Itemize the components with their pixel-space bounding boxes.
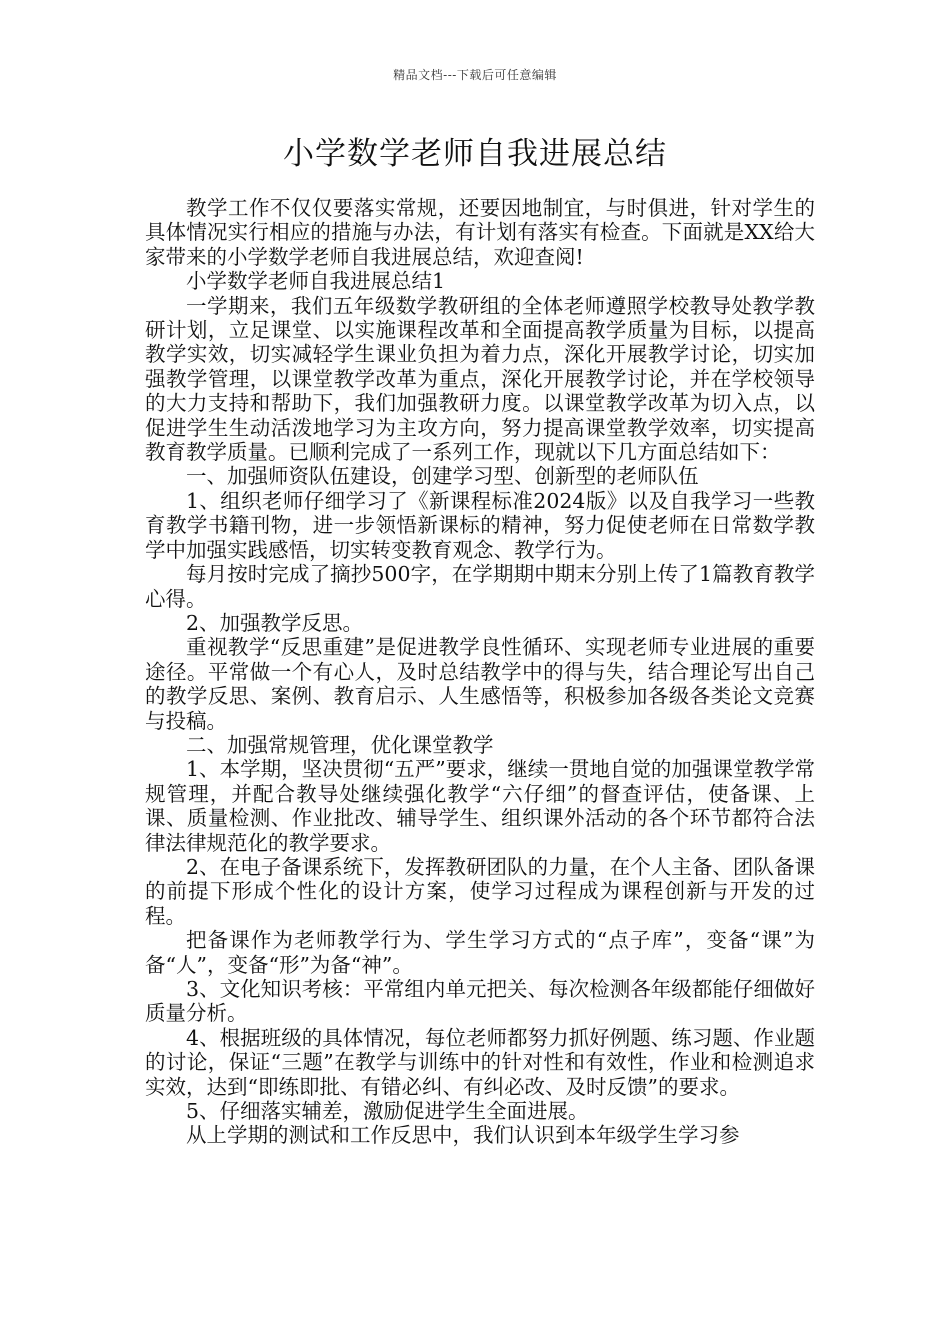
paragraph-item: 4、根据班级的具体情况，每位老师都努力抓好例题、练习题、作业题的讨论，保证“三题”在教学与训练中的针对性和有效性，作业和检测追求实效，达到“即练即批、有错必纠、有纠必改、及时反馈”的要求。: [145, 1025, 815, 1099]
document-body: [145, 196, 815, 1148]
paragraph-item: 2、在电子备课系统下，发挥教研团队的力量，在个人主备、团队备课的前提下形成个性化的设计方案，使学习过程成为课程创新与开发的过程。: [145, 854, 815, 928]
paragraph-overview: 一学期来，我们五年级数学教研组的全体老师遵照学校教导处教学教研计划，立足课堂、以实施课程改革和全面提高教学质量为目标，以提高教学实效，切实减轻学生课业负担为着力点，深化开展教学讨论，切实加强教学管理，以课堂教学改革为重点，深化开展教学讨论，并在学校领导的大力支持和帮助下，我们加强教研力度。以课堂教学改革为切入点，以促进学生生动活泼地学习为主攻方向，努力提高课堂教学效率，切实提高教育教学质量。已顺利完成了一系列工作，现就以下几方面总结如下：: [145, 293, 815, 465]
paragraph-item: 1、组织老师仔细学习了《新课程标准2024版》以及自我学习一些教育教学书籍刊物，进一步领悟新课标的精神，努力促使老师在日常数学教学中加强实践感悟，切实转变教育观念、教学行为。: [145, 488, 815, 562]
paragraph-item: 1、本学期，坚决贯彻“五严”要求，继续一贯地自觉的加强课堂教学常规管理，并配合教导处继续强化教学“六仔细”的督查评估，使备课、上课、质量检测、作业批改、辅导学生、组织课外活动的各个环节都符合法律法律规范化的教学要求。: [145, 757, 815, 855]
paragraph-item: 5、仔细落实辅差，激励促进学生全面进展。: [186, 1099, 589, 1124]
header-note: 精品文档---下载后可任意编辑: [393, 68, 557, 82]
paragraph-item: 3、文化知识考核：平常组内单元把关、每次检测各年级都能仔细做好质量分析。: [145, 977, 815, 1026]
paragraph-item: 把备课作为老师教学行为、学生学习方式的“点子库”，变备“课”为备“人”，变备“形”为备“神”。: [145, 928, 815, 977]
paragraph-section-heading: 小学数学老师自我进展总结1: [186, 269, 446, 294]
document-title: 小学数学老师自我进展总结: [283, 136, 667, 172]
paragraph-heading-1: 一、加强师资队伍建设，创建学习型、创新型的老师队伍: [186, 464, 699, 489]
paragraph-item: 每月按时完成了摘抄500字，在学期期中期末分别上传了1篇教育教学心得。: [145, 562, 815, 611]
paragraph-item: 从上学期的测试和工作反思中，我们认识到本年级学生学习参: [186, 1123, 740, 1148]
paragraph-item: 重视教学“反思重建”是促进教学良性循环、实现老师专业进展的重要途径。平常做一个有心人，及时总结教学中的得与失，结合理论写出自己的教学反思、案例、教育启示、人生感悟等，积极参加各级各类论文竞赛与投稿。: [145, 635, 815, 733]
paragraph-heading-2: 二、加强常规管理，优化课堂教学: [186, 732, 494, 757]
paragraph-item: 2、加强教学反思。: [186, 610, 364, 635]
paragraph-intro: 教学工作不仅仅要落实常规，还要因地制宜，与时俱进，针对学生的具体情况实行相应的措施与办法，有计划有落实有检查。下面就是XX给大家带来的小学数学老师自我进展总结，欢迎查阅!: [145, 196, 815, 269]
